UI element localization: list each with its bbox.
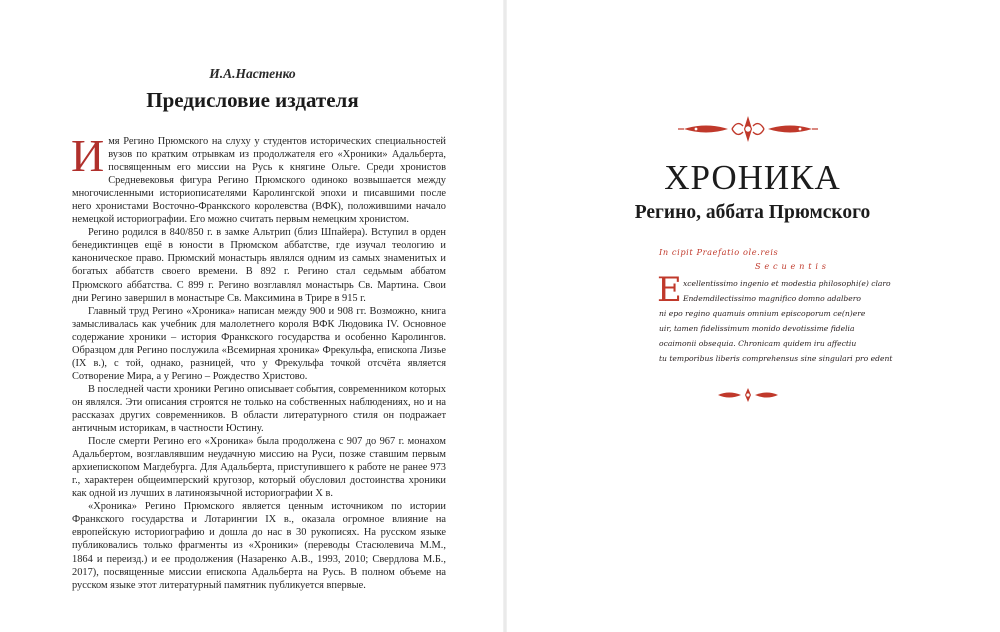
manuscript-facsimile [657, 243, 893, 368]
paragraph-3: Главный труд Регино «Хроника» написан между 900 и 908 гг. Возможно, книга замысливалась как учебник для малолетнего короля ВФК Людовика IV. Основное содержание хроники – история Франкского государства и особенно Каролингов. Образцом для Регино послужила «Всемирная хроника» Фрекульфа, епископа Лизье (IX в.), с той, однако, разницей, что у Фрекульфа точкой отсчёта является Сотворение Мира, а у Регино – Рождество Христово. [72, 305, 446, 382]
paragraph-1-text: мя Регино Прюмского на слуху у студентов исторических специальностей вузов по кратким отрывкам из продолжателя его «Хроники» Адальберта, посвященным его миссии на Русь к княгине Ольге. Среди хронистов Средневековья фигура Регино Прюмского одиноко возвышается между многочисленными историописателями Каролингской эпохи и писавшими после него хронистами Восточно-Франкского королевства (ВФК), положившими начало немецкой историографии. Его можно считать первым немецким хронистом. [72, 136, 446, 226]
manuscript-heading-line-2: S e c u e n t i s [755, 261, 827, 271]
preface-title: Предисловие издателя [146, 88, 359, 112]
manuscript-line-6: tu temporibus liberis comprehensus sine singulari pro edent [659, 354, 893, 363]
manuscript-line-1: xcellentissimo ingenio et modestia philosophi(e) claro [683, 279, 891, 288]
manuscript-line-2: Endemdilectissimo magnifico domno adalbero [683, 294, 861, 303]
manuscript-line-5: ocaimonii obsequia. Chronicam quidem iru affectiu [659, 339, 857, 348]
paragraph-5: После смерти Регино его «Хроника» была продолжена с 907 до 967 г. монахом Адальбертом, возглавлявшим неудачную миссию на Руси, позже ставшим первым архиепископом Магдебурга. Для Адальберта, приступившего к работе не ранее 973 г., характерен общеимперский кругозор, который обусловил достоинства хроники как одной из лучших в латиноязычной историографии X в. [72, 436, 446, 500]
paragraph-2: Регино родился в 840/850 г. в замке Альтрип (близ Шпайера). Вступил в орден бенедиктинцев ещё в юности в Прюмском аббатстве, где изучал теологию и каноническое право. Прюмский монастырь являлся одним из самых знаменитых и богатых аббатств своего времени. В 892 г. Регино стал седьмым аббатом Прюмского аббатства. С 899 г. Регино возглавлял монастырь Св. Мартина. Свои дни Регино завершил в монастыре Св. Максимина в Трире в 915 г. [72, 227, 446, 304]
author-name: И.А.Настенко [209, 66, 296, 81]
drop-cap: И [71, 130, 105, 181]
manuscript-line-3: ni epo regino quamuis omnium episcoporum ce(n)ere [659, 309, 866, 318]
manuscript-heading-line-1: In cipit Praefatio ole.reis [659, 247, 779, 257]
paragraph-1 [71, 130, 446, 226]
preface-body [71, 130, 446, 592]
paragraph-4: В последней части хроники Регино описывает события, современником которых он являлся. Эти описания строятся не только на собственных наблюдениях, но и на рассказах других современников. В области литературного стиля он подражает античным историкам, в частности Юстину. [72, 383, 446, 435]
bottom-ornament [714, 386, 782, 404]
chronicle-title: ХРОНИКА [664, 158, 841, 197]
paragraph-6: «Хроника» Регино Прюмского является ценным источником по истории Франкского государства и Лотарингии IX в., оказала огромное влияние на европейскую историографию и дошла до нас в 30 рукописях. На русском языке публиковались только фрагменты из «Хроники» (переводы Стасюлевича М.М., 1864 и переизд.) и ее продолжения (Назаренко А.В., 1993, 2010; Свердлова М.Б., 2017), посвященные миссии епископа Адальберта на Русь. В полном объеме на русском языке этот литературный памятник публикуется впервые. [72, 501, 446, 591]
manuscript-initial: E [657, 270, 682, 310]
top-ornament [676, 114, 820, 144]
chronicle-subtitle: Регино, аббата Прюмского [634, 202, 871, 223]
manuscript-line-4: uir, tamen fidelissimum monido devotissime fidelia [659, 324, 855, 333]
